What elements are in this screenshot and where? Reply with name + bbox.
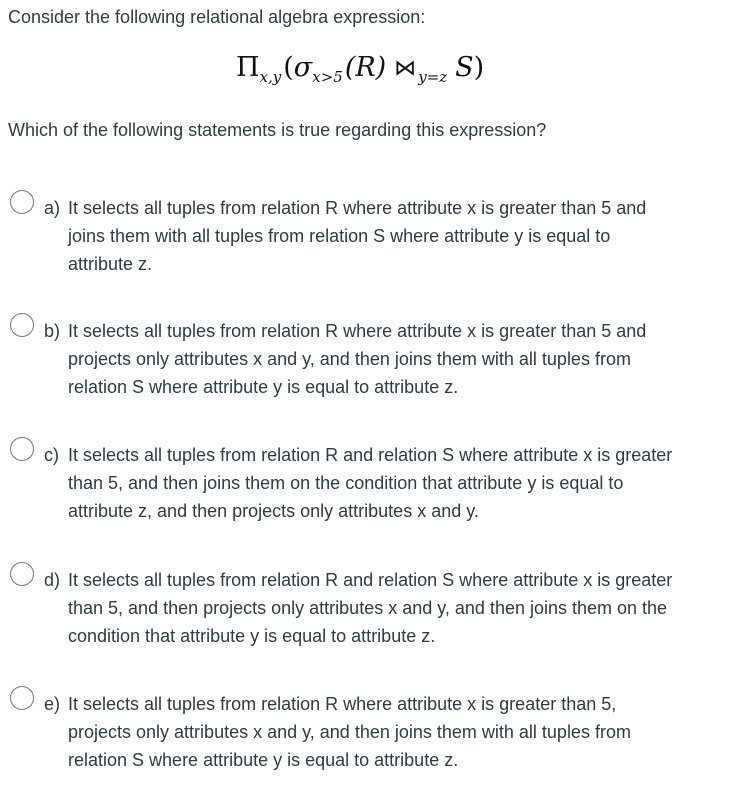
relation-s: S	[455, 52, 474, 83]
option-c[interactable]	[10, 441, 730, 525]
option-letter: e)	[44, 694, 61, 714]
option-line: relation S where attribute y is equal to attribute z.	[68, 750, 459, 770]
radio-option-b[interactable]	[10, 313, 34, 337]
option-letter: c)	[44, 445, 59, 465]
option-line: projects only attributes x and y, and then joins them with all tuples from	[68, 349, 631, 369]
option-letter: b)	[44, 321, 61, 341]
question-prompt: Consider the following relational algebra expression:	[8, 7, 426, 27]
radio-option-d[interactable]	[10, 562, 34, 586]
option-line: than 5, and then projects only attributes x and y, and then joins them on the	[68, 598, 668, 618]
selection-symbol: σ	[293, 52, 313, 83]
option-text	[68, 441, 730, 525]
option-b[interactable]	[10, 317, 730, 401]
relational-algebra-formula	[236, 52, 484, 96]
join-subscript: y=z	[418, 68, 448, 86]
relation-r: (R)	[344, 52, 387, 83]
option-line: attribute z.	[68, 254, 153, 274]
option-text	[68, 566, 730, 650]
option-d[interactable]	[10, 566, 730, 650]
radio-option-a[interactable]	[10, 190, 34, 214]
selection-subscript: x>5	[312, 68, 343, 86]
option-line: It selects all tuples from relation R where attribute x is greater than 5 and	[68, 321, 647, 341]
option-line: It selects all tuples from relation R and relation S where attribute x is greater	[68, 445, 673, 465]
projection-subscript: x,y	[259, 68, 282, 86]
option-a[interactable]	[10, 194, 730, 278]
question-text: Which of the following statements is true regarding this expression?	[8, 120, 547, 140]
option-line: joins them with all tuples from relation S where attribute y is equal to	[68, 226, 611, 246]
formula-open-paren: (	[283, 52, 294, 83]
option-line: than 5, and then joins them on the condition that attribute y is equal to	[68, 473, 624, 493]
option-line: It selects all tuples from relation R where attribute x is greater than 5 and	[68, 198, 647, 218]
radio-option-e[interactable]	[10, 686, 34, 710]
option-line: relation S where attribute y is equal to attribute z.	[68, 377, 459, 397]
formula-close-paren: )	[473, 52, 485, 83]
option-e[interactable]	[10, 690, 730, 774]
option-line: attribute z, and then projects only attributes x and y.	[68, 501, 479, 521]
option-line: It selects all tuples from relation R and relation S where attribute x is greater	[68, 570, 673, 590]
option-line: condition that attribute y is equal to attribute z.	[68, 626, 436, 646]
join-symbol: ⋈	[394, 56, 417, 81]
option-line: It selects all tuples from relation R where attribute x is greater than 5,	[68, 694, 617, 714]
option-line: projects only attributes x and y, and then joins them with all tuples from	[68, 722, 631, 742]
projection-symbol: Π	[236, 52, 260, 83]
option-letter: d)	[44, 570, 61, 590]
option-text	[68, 194, 730, 278]
radio-option-c[interactable]	[10, 437, 34, 461]
option-letter: a)	[44, 198, 61, 218]
option-text	[68, 690, 730, 774]
option-text	[68, 317, 730, 401]
